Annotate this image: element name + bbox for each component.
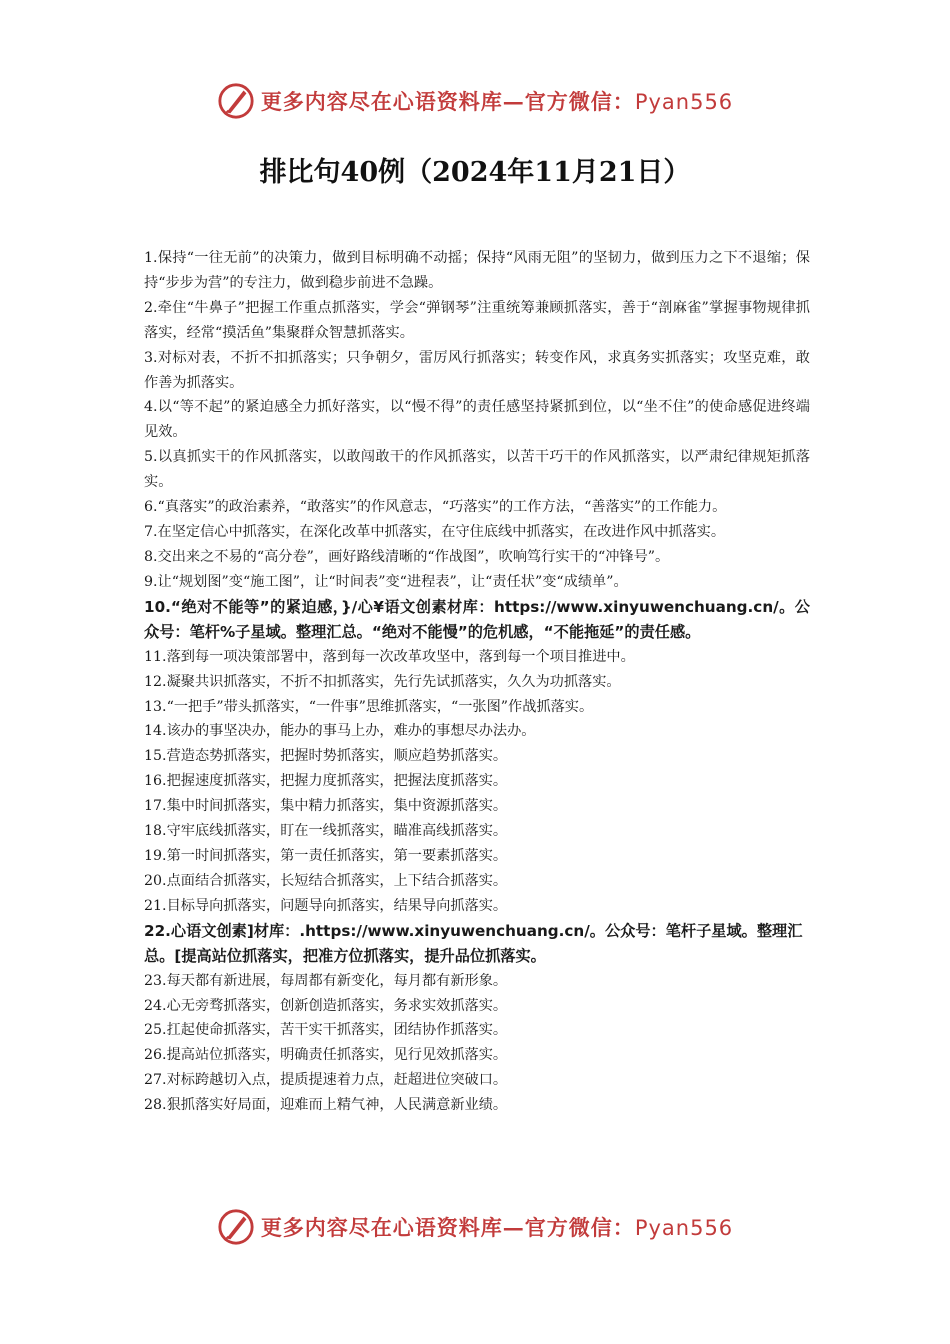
list-item: 5.以真抓实干的作风抓落实，以敢闯敢干的作风抓落实，以苦干巧干的作风抓落实，以严肃纪律规矩抓落实。: [144, 449, 810, 491]
list-item: 20.点面结合抓落实，长短结合抓落实，上下结合抓落实。: [144, 872, 508, 889]
list-item: 1.保持“一往无前”的决策力，做到目标明确不动摇；保持“风雨无阻”的坚韧力，做到压力之下不退缩；保持“步步为营”的专注力，做到稳步前进不急躁。: [144, 250, 810, 291]
list-item: 21.目标导向抓落实，问题导向抓落实，结果导向抓落实。: [144, 897, 508, 914]
list-item: 28.狠抓落实好局面，迎难而上精气神，人民满意新业绩。: [144, 1097, 508, 1114]
list-item: 15.营造态势抓落实，把握时势抓落实，顺应趋势抓落实。: [144, 748, 508, 765]
document-body: [144, 246, 810, 1118]
list-item: 8.交出来之不易的“高分卷”，画好路线清晰的“作战图”，吹响笃行实干的“冲锋号”。: [144, 548, 670, 565]
header-banner: [0, 82, 950, 120]
list-item: 9.让“规划图”变“施工图”，让“时间表”变“进程表”，让“责任状”变“成绩单”。: [144, 573, 628, 590]
list-item: 7.在坚定信心中抓落实，在深化改革中抓落实，在守住底线中抓落实，在改进作风中抓落实。: [144, 523, 726, 540]
list-item: 27.对标跨越切入点，提质提速着力点，赶超进位突破口。: [144, 1072, 508, 1089]
list-item: 25.扛起使命抓落实，苦干实干抓落实，团结协作抓落实。: [144, 1022, 508, 1039]
quill-logo-icon: [217, 82, 255, 120]
list-item: 18.守牢底线抓落实，盯在一线抓落实，瞄准高线抓落实。: [144, 823, 508, 840]
list-item: 24.心无旁骛抓落实，创新创造抓落实，务求实效抓落实。: [144, 997, 508, 1014]
list-item: 3.对标对表，不折不扣抓落实；只争朝夕，雷厉风行抓落实；转变作风，求真务实抓落实；攻坚克难，敢作善为抓落实。: [144, 349, 810, 391]
banner-text: 更多内容尽在心语资料库—官方微信：Pyan556: [260, 89, 734, 114]
list-item: 13.“一把手”带头抓落实，“一件事”思维抓落实，“一张图”作战抓落实。: [144, 698, 594, 715]
list-item-watermarked: 10.“绝对不能等”的紧迫感，}/心¥语文创素材库：https://www.xinyuwenchuang.cn/。公众号：笔杆%子星域。整理汇总。“绝对不能慢”的危机感，“不能拖延”的责任感。: [144, 597, 810, 641]
list-item: 12.凝聚共识抓落实，不折不扣抓落实，先行先试抓落实，久久为功抓落实。: [144, 673, 621, 690]
footer-banner: [0, 1208, 950, 1246]
list-item: 23.每天都有新进展，每周都有新变化，每月都有新形象。: [144, 972, 508, 989]
page-title: 排比句40例（2024年11月21日）: [259, 157, 691, 188]
list-item: 4.以“等不起”的紧迫感全力抓好落实，以“慢不得”的责任感坚持紧抓到位，以“坐不住”的使命感促进终端见效。: [144, 399, 810, 441]
list-item: 19.第一时间抓落实，第一责任抓落实，第一要素抓落实。: [144, 847, 508, 864]
list-item: 17.集中时间抓落实，集中精力抓落实，集中资源抓落实。: [144, 798, 508, 815]
list-item: 6.“真落实”的政治素养，“敢落实”的作风意志，“巧落实”的工作方法，“善落实”的工作能力。: [144, 499, 727, 516]
banner-text: 更多内容尽在心语资料库—官方微信：Pyan556: [260, 1215, 734, 1240]
list-item: 2.牵住“牛鼻子”把握工作重点抓落实，学会“弹钢琴”注重统筹兼顾抓落实，善于“剖麻雀”掌握事物规律抓落实，经常“摸活鱼”集聚群众智慧抓落实。: [144, 299, 810, 341]
list-item: 11.落到每一项决策部署中，落到每一次改革攻坚中，落到每一个项目推进中。: [144, 648, 635, 665]
list-item: 14.该办的事坚决办，能办的事马上办，难办的事想尽办法办。: [144, 723, 536, 740]
list-item: 16.把握速度抓落实，把握力度抓落实，把握法度抓落实。: [144, 773, 508, 790]
list-item-watermarked: 22.心语文创素]材库：.https://www.xinyuwenchuang.cn/。公众号：笔杆子星域。整理汇总。[提高站位抓落实，把准方位抓落实，提升品位抓落实。: [144, 921, 803, 965]
quill-logo-icon: [217, 1208, 255, 1246]
list-item: 26.提高站位抓落实，明确责任抓落实，见行见效抓落实。: [144, 1047, 508, 1064]
